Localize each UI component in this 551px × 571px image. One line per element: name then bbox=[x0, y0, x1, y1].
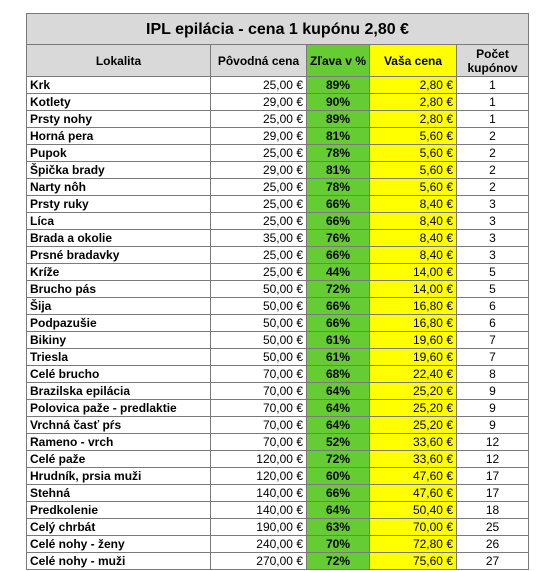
original-price-cell: 120,00 € bbox=[211, 468, 307, 485]
coupon-count-cell: 9 bbox=[457, 417, 529, 434]
header-your-price: Vaša cena bbox=[370, 45, 457, 77]
original-price-cell: 240,00 € bbox=[211, 536, 307, 553]
original-price-cell: 50,00 € bbox=[211, 281, 307, 298]
location-cell: Brucho pás bbox=[27, 281, 211, 298]
your-price-cell: 22,40 € bbox=[370, 366, 457, 383]
location-cell: Stehná bbox=[27, 485, 211, 502]
coupon-count-cell: 6 bbox=[457, 315, 529, 332]
table-row bbox=[27, 111, 529, 128]
your-price-cell: 70,00 € bbox=[370, 519, 457, 536]
discount-cell: 90% bbox=[307, 94, 370, 111]
coupon-count-cell: 2 bbox=[457, 162, 529, 179]
table-row bbox=[27, 536, 529, 553]
discount-cell: 89% bbox=[307, 77, 370, 94]
location-cell: Podpazušie bbox=[27, 315, 211, 332]
discount-cell: 66% bbox=[307, 298, 370, 315]
coupon-count-cell: 3 bbox=[457, 230, 529, 247]
coupon-count-cell: 3 bbox=[457, 213, 529, 230]
table-row bbox=[27, 94, 529, 111]
coupon-count-cell: 1 bbox=[457, 94, 529, 111]
discount-cell: 61% bbox=[307, 332, 370, 349]
coupon-count-cell: 2 bbox=[457, 145, 529, 162]
location-cell: Brada a okolie bbox=[27, 230, 211, 247]
coupon-count-cell: 17 bbox=[457, 468, 529, 485]
discount-cell: 72% bbox=[307, 553, 370, 570]
discount-cell: 60% bbox=[307, 468, 370, 485]
location-cell: Predkolenie bbox=[27, 502, 211, 519]
original-price-cell: 50,00 € bbox=[211, 315, 307, 332]
original-price-cell: 25,00 € bbox=[211, 111, 307, 128]
table-row bbox=[27, 162, 529, 179]
coupon-count-cell: 2 bbox=[457, 128, 529, 145]
header-coupon-count-line1: Počet bbox=[476, 46, 509, 61]
discount-cell: 72% bbox=[307, 281, 370, 298]
original-price-cell: 120,00 € bbox=[211, 451, 307, 468]
your-price-cell: 75,60 € bbox=[370, 553, 457, 570]
discount-cell: 52% bbox=[307, 434, 370, 451]
coupon-count-cell: 27 bbox=[457, 553, 529, 570]
location-cell: Šija bbox=[27, 298, 211, 315]
discount-cell: 70% bbox=[307, 536, 370, 553]
table-row bbox=[27, 485, 529, 502]
your-price-cell: 14,00 € bbox=[370, 281, 457, 298]
discount-cell: 78% bbox=[307, 145, 370, 162]
table-row bbox=[27, 332, 529, 349]
your-price-cell: 8,40 € bbox=[370, 247, 457, 264]
your-price-cell: 5,60 € bbox=[370, 145, 457, 162]
location-cell: Kríže bbox=[27, 264, 211, 281]
original-price-cell: 50,00 € bbox=[211, 298, 307, 315]
coupon-count-cell: 12 bbox=[457, 451, 529, 468]
table-row bbox=[27, 247, 529, 264]
location-cell: Krk bbox=[27, 77, 211, 94]
your-price-cell: 19,60 € bbox=[370, 349, 457, 366]
table-row bbox=[27, 349, 529, 366]
table-row bbox=[27, 400, 529, 417]
discount-cell: 64% bbox=[307, 417, 370, 434]
original-price-cell: 25,00 € bbox=[211, 264, 307, 281]
location-cell: Brazilska epilácia bbox=[27, 383, 211, 400]
original-price-cell: 25,00 € bbox=[211, 145, 307, 162]
original-price-cell: 140,00 € bbox=[211, 485, 307, 502]
coupon-count-cell: 1 bbox=[457, 111, 529, 128]
discount-cell: 66% bbox=[307, 196, 370, 213]
header-row bbox=[27, 45, 529, 77]
original-price-cell: 70,00 € bbox=[211, 383, 307, 400]
discount-cell: 44% bbox=[307, 264, 370, 281]
your-price-cell: 33,60 € bbox=[370, 451, 457, 468]
location-cell: Špička brady bbox=[27, 162, 211, 179]
original-price-cell: 270,00 € bbox=[211, 553, 307, 570]
your-price-cell: 2,80 € bbox=[370, 111, 457, 128]
table-row bbox=[27, 315, 529, 332]
original-price-cell: 70,00 € bbox=[211, 417, 307, 434]
location-cell: Celé nohy - ženy bbox=[27, 536, 211, 553]
your-price-cell: 16,80 € bbox=[370, 298, 457, 315]
table-row bbox=[27, 264, 529, 281]
discount-cell: 63% bbox=[307, 519, 370, 536]
header-location: Lokalita bbox=[27, 45, 211, 77]
original-price-cell: 190,00 € bbox=[211, 519, 307, 536]
coupon-count-cell: 18 bbox=[457, 502, 529, 519]
original-price-cell: 70,00 € bbox=[211, 366, 307, 383]
location-cell: Horná pera bbox=[27, 128, 211, 145]
coupon-count-cell: 12 bbox=[457, 434, 529, 451]
discount-cell: 64% bbox=[307, 502, 370, 519]
location-cell: Pupok bbox=[27, 145, 211, 162]
table-row bbox=[27, 383, 529, 400]
price-table bbox=[26, 13, 529, 570]
discount-cell: 66% bbox=[307, 485, 370, 502]
original-price-cell: 70,00 € bbox=[211, 434, 307, 451]
discount-cell: 81% bbox=[307, 128, 370, 145]
discount-cell: 72% bbox=[307, 451, 370, 468]
discount-cell: 89% bbox=[307, 111, 370, 128]
table-row bbox=[27, 298, 529, 315]
header-coupon-count-line2: kupónov bbox=[467, 60, 518, 75]
coupon-count-cell: 6 bbox=[457, 298, 529, 315]
your-price-cell: 16,80 € bbox=[370, 315, 457, 332]
header-coupon-count bbox=[457, 45, 529, 77]
location-cell: Bikiny bbox=[27, 332, 211, 349]
location-cell: Rameno - vrch bbox=[27, 434, 211, 451]
your-price-cell: 5,60 € bbox=[370, 179, 457, 196]
discount-cell: 64% bbox=[307, 400, 370, 417]
your-price-cell: 5,60 € bbox=[370, 162, 457, 179]
table-row bbox=[27, 145, 529, 162]
location-cell: Vrchná časť pŕs bbox=[27, 417, 211, 434]
your-price-cell: 25,20 € bbox=[370, 383, 457, 400]
table-row bbox=[27, 519, 529, 536]
original-price-cell: 70,00 € bbox=[211, 400, 307, 417]
coupon-count-cell: 5 bbox=[457, 281, 529, 298]
table-row bbox=[27, 417, 529, 434]
your-price-cell: 47,60 € bbox=[370, 468, 457, 485]
original-price-cell: 29,00 € bbox=[211, 162, 307, 179]
header-discount: Zľava v % bbox=[307, 45, 370, 77]
original-price-cell: 25,00 € bbox=[211, 247, 307, 264]
coupon-count-cell: 25 bbox=[457, 519, 529, 536]
location-cell: Celý chrbát bbox=[27, 519, 211, 536]
discount-cell: 66% bbox=[307, 315, 370, 332]
your-price-cell: 14,00 € bbox=[370, 264, 457, 281]
location-cell: Prsné bradavky bbox=[27, 247, 211, 264]
your-price-cell: 47,60 € bbox=[370, 485, 457, 502]
location-cell: Líca bbox=[27, 213, 211, 230]
original-price-cell: 50,00 € bbox=[211, 349, 307, 366]
coupon-count-cell: 9 bbox=[457, 383, 529, 400]
coupon-count-cell: 2 bbox=[457, 179, 529, 196]
table-row bbox=[27, 128, 529, 145]
original-price-cell: 25,00 € bbox=[211, 213, 307, 230]
your-price-cell: 25,20 € bbox=[370, 400, 457, 417]
your-price-cell: 5,60 € bbox=[370, 128, 457, 145]
coupon-count-cell: 3 bbox=[457, 247, 529, 264]
original-price-cell: 25,00 € bbox=[211, 77, 307, 94]
location-cell: Kotlety bbox=[27, 94, 211, 111]
your-price-cell: 19,60 € bbox=[370, 332, 457, 349]
original-price-cell: 29,00 € bbox=[211, 128, 307, 145]
table-row bbox=[27, 553, 529, 570]
original-price-cell: 50,00 € bbox=[211, 332, 307, 349]
table-row bbox=[27, 213, 529, 230]
original-price-cell: 25,00 € bbox=[211, 179, 307, 196]
discount-cell: 68% bbox=[307, 366, 370, 383]
your-price-cell: 33,60 € bbox=[370, 434, 457, 451]
coupon-count-cell: 7 bbox=[457, 332, 529, 349]
discount-cell: 78% bbox=[307, 179, 370, 196]
your-price-cell: 25,20 € bbox=[370, 417, 457, 434]
location-cell: Prsty nohy bbox=[27, 111, 211, 128]
header-original-price: Pôvodná cena bbox=[211, 45, 307, 77]
your-price-cell: 8,40 € bbox=[370, 196, 457, 213]
discount-cell: 66% bbox=[307, 213, 370, 230]
discount-cell: 81% bbox=[307, 162, 370, 179]
original-price-cell: 25,00 € bbox=[211, 196, 307, 213]
location-cell: Polovica paže - predlaktie bbox=[27, 400, 211, 417]
location-cell: Narty nôh bbox=[27, 179, 211, 196]
location-cell: Triesla bbox=[27, 349, 211, 366]
location-cell: Celé nohy - muži bbox=[27, 553, 211, 570]
table-row bbox=[27, 230, 529, 247]
discount-cell: 61% bbox=[307, 349, 370, 366]
table-row bbox=[27, 281, 529, 298]
coupon-count-cell: 3 bbox=[457, 196, 529, 213]
discount-cell: 66% bbox=[307, 247, 370, 264]
location-cell: Prsty ruky bbox=[27, 196, 211, 213]
table-row bbox=[27, 179, 529, 196]
coupon-count-cell: 9 bbox=[457, 400, 529, 417]
location-cell: Hrudník, prsia muži bbox=[27, 468, 211, 485]
discount-cell: 64% bbox=[307, 383, 370, 400]
table-row bbox=[27, 451, 529, 468]
discount-cell: 76% bbox=[307, 230, 370, 247]
your-price-cell: 8,40 € bbox=[370, 230, 457, 247]
table-row bbox=[27, 434, 529, 451]
your-price-cell: 8,40 € bbox=[370, 213, 457, 230]
coupon-count-cell: 8 bbox=[457, 366, 529, 383]
original-price-cell: 35,00 € bbox=[211, 230, 307, 247]
your-price-cell: 72,80 € bbox=[370, 536, 457, 553]
location-cell: Celé paže bbox=[27, 451, 211, 468]
coupon-count-cell: 1 bbox=[457, 77, 529, 94]
your-price-cell: 2,80 € bbox=[370, 77, 457, 94]
table-row bbox=[27, 366, 529, 383]
coupon-count-cell: 17 bbox=[457, 485, 529, 502]
coupon-count-cell: 26 bbox=[457, 536, 529, 553]
table-row bbox=[27, 196, 529, 213]
coupon-count-cell: 7 bbox=[457, 349, 529, 366]
location-cell: Celé brucho bbox=[27, 366, 211, 383]
coupon-count-cell: 5 bbox=[457, 264, 529, 281]
table-row bbox=[27, 502, 529, 519]
table-title: IPL epilácia - cena 1 kupónu 2,80 € bbox=[27, 14, 529, 45]
your-price-cell: 50,40 € bbox=[370, 502, 457, 519]
original-price-cell: 140,00 € bbox=[211, 502, 307, 519]
table-row bbox=[27, 468, 529, 485]
table-row bbox=[27, 77, 529, 94]
original-price-cell: 29,00 € bbox=[211, 94, 307, 111]
your-price-cell: 2,80 € bbox=[370, 94, 457, 111]
